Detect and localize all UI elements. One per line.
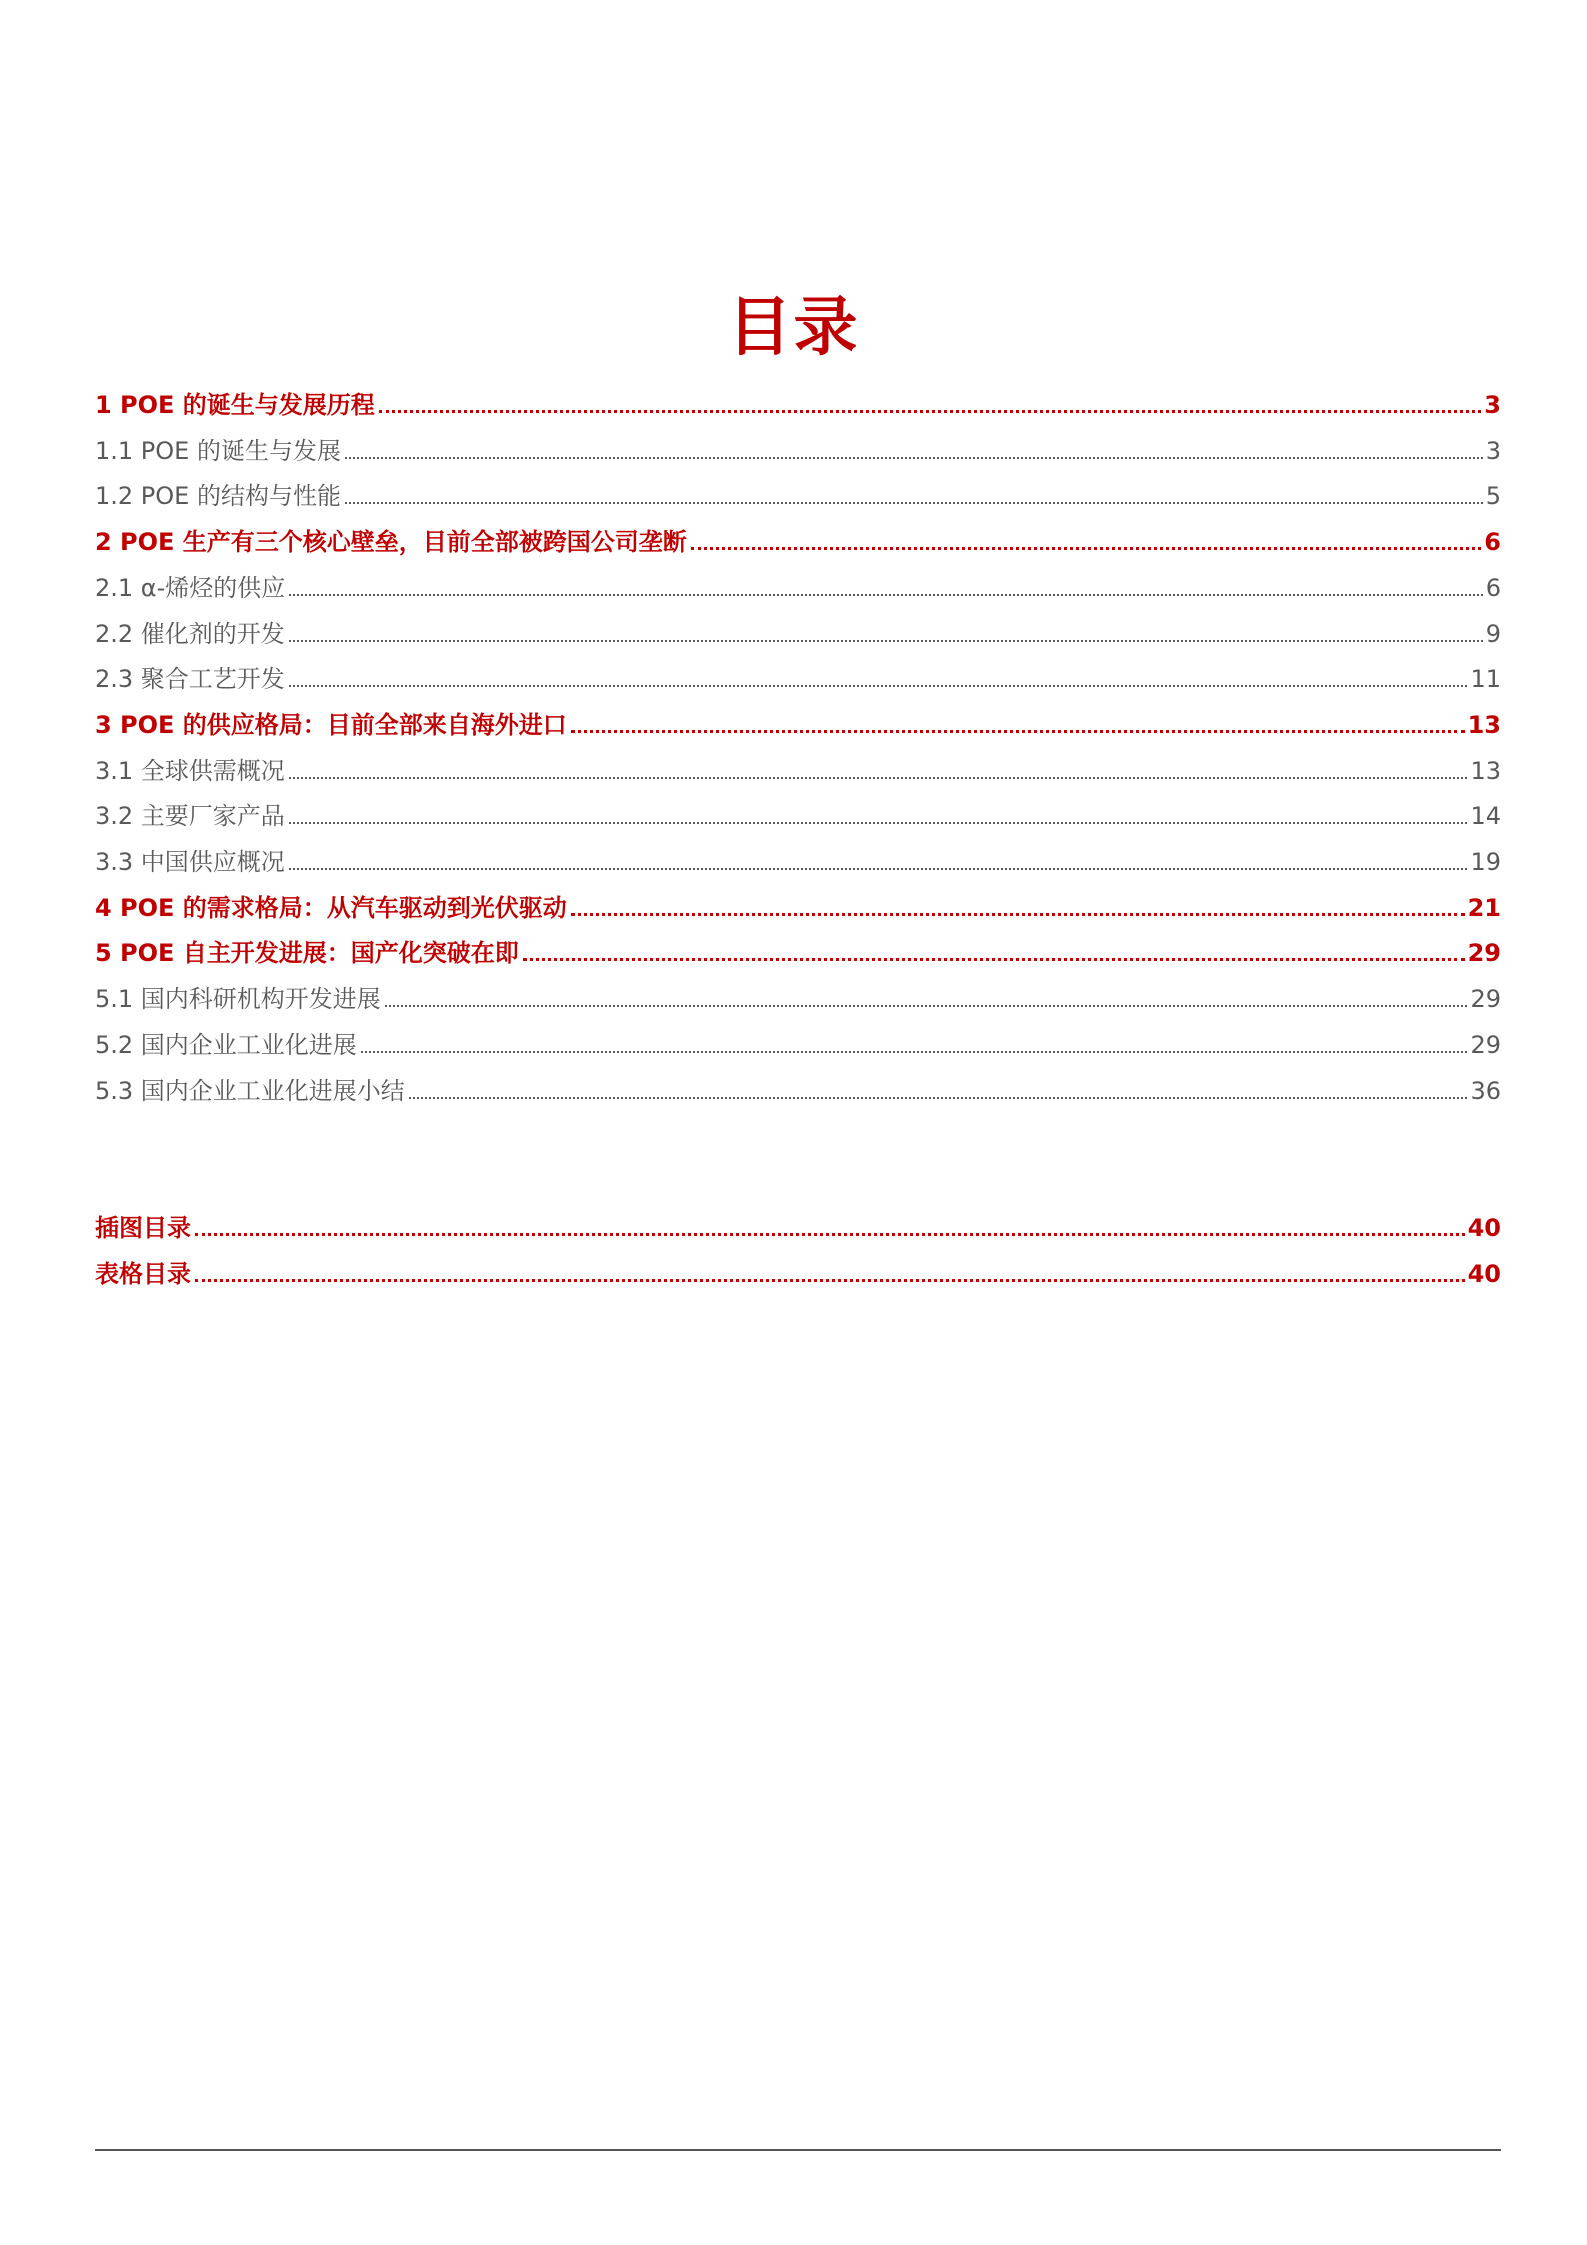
toc-entry-label: 5.1 国内科研机构开发进展 [95,985,381,1014]
toc-entry[interactable] [95,747,1501,787]
toc-entry[interactable] [95,838,1501,878]
toc-entry-label: 3.1 全球供需概况 [95,756,285,785]
dot-leader [409,1097,1468,1099]
toc-entry-label: 3 POE 的供应格局：目前全部来自海外进口 [95,710,567,739]
toc-entry-label: 1 POE 的诞生与发展历程 [95,391,375,419]
toc-entry-label: 2.2 催化剂的开发 [95,619,285,648]
toc-entry-page: 29 [1470,1030,1501,1059]
dot-leader [385,1005,1468,1007]
toc-entry-label: 2.1 α-烯烃的供应 [95,573,286,602]
toc-entry[interactable] [95,381,1501,421]
toc-entry-page: 19 [1470,848,1501,876]
toc-entry[interactable] [95,427,1501,467]
toc-entry-label: 插图目录 [95,1214,191,1242]
dot-leader [289,777,1468,779]
dot-leader [345,502,1483,504]
toc-entry[interactable] [95,564,1501,604]
toc-entry-page: 13 [1467,710,1501,739]
dot-leader [571,913,1465,916]
toc-entry[interactable] [95,518,1501,558]
toc-entry[interactable] [95,610,1501,650]
toc-entry-page: 40 [1467,1214,1501,1242]
dot-leader [289,640,1483,642]
dot-leader [691,547,1482,550]
dot-leader [195,1279,1465,1282]
footer-divider [95,2149,1501,2151]
toc-entry-page: 36 [1470,1076,1501,1105]
toc-entry-page: 29 [1467,939,1501,968]
toc-entry-label: 3.2 主要厂家产品 [95,802,285,831]
dot-leader [289,685,1468,687]
toc-entry[interactable] [95,884,1501,924]
toc-entry[interactable] [95,1204,1501,1244]
toc-entry-label: 5.2 国内企业工业化进展 [95,1030,357,1059]
dot-leader [289,594,1482,596]
toc-entry-page: 5 [1485,482,1501,511]
dot-leader [289,868,1468,870]
toc-entry[interactable] [95,655,1501,695]
dot-leader [289,822,1468,824]
toc-entry[interactable] [95,929,1501,969]
toc-entry-page: 11 [1470,665,1501,694]
dot-leader [195,1233,1465,1236]
toc-entry[interactable] [95,1021,1501,1061]
page-title: 目录 [727,291,860,365]
toc-entry-label: 4 POE 的需求格局：从汽车驱动到光伏驱动 [95,893,567,922]
toc-entry-page: 13 [1470,756,1501,785]
toc-entry-label: 5.3 国内企业工业化进展小结 [95,1076,405,1105]
toc-entry-page: 3 [1485,436,1501,465]
toc-entry-page: 21 [1467,893,1501,922]
toc-entry-label: 1.2 POE 的结构与性能 [95,482,341,511]
dot-leader [571,730,1465,733]
toc-entry-label: 1.1 POE 的诞生与发展 [95,436,341,465]
toc-entry[interactable] [95,975,1501,1015]
toc-entry-label: 表格目录 [95,1259,191,1288]
toc-entry[interactable] [95,701,1501,741]
toc-entry-page: 6 [1484,528,1501,557]
toc-entry[interactable] [95,472,1501,512]
toc-entry-label: 5 POE 自主开发进展：国产化突破在即 [95,939,519,968]
toc-entry[interactable] [95,1250,1501,1290]
toc-entry-page: 3 [1484,391,1501,419]
toc-entry-page: 14 [1470,802,1501,831]
toc-entry-page: 6 [1485,573,1501,602]
toc-entry-label: 3.3 中国供应概况 [95,848,285,876]
toc-entry-page: 40 [1467,1259,1501,1288]
toc-entry[interactable] [95,792,1501,832]
toc-entry-page: 9 [1485,619,1501,648]
toc-entry-label: 2 POE 生产有三个核心壁垒，目前全部被跨国公司垄断 [95,528,687,557]
dot-leader [361,1051,1468,1053]
toc-entry[interactable] [95,1067,1501,1107]
toc-entry-label: 2.3 聚合工艺开发 [95,665,285,694]
toc-entry-page: 29 [1470,985,1501,1014]
dot-leader [379,410,1482,413]
dot-leader [523,958,1465,961]
dot-leader [345,457,1483,459]
